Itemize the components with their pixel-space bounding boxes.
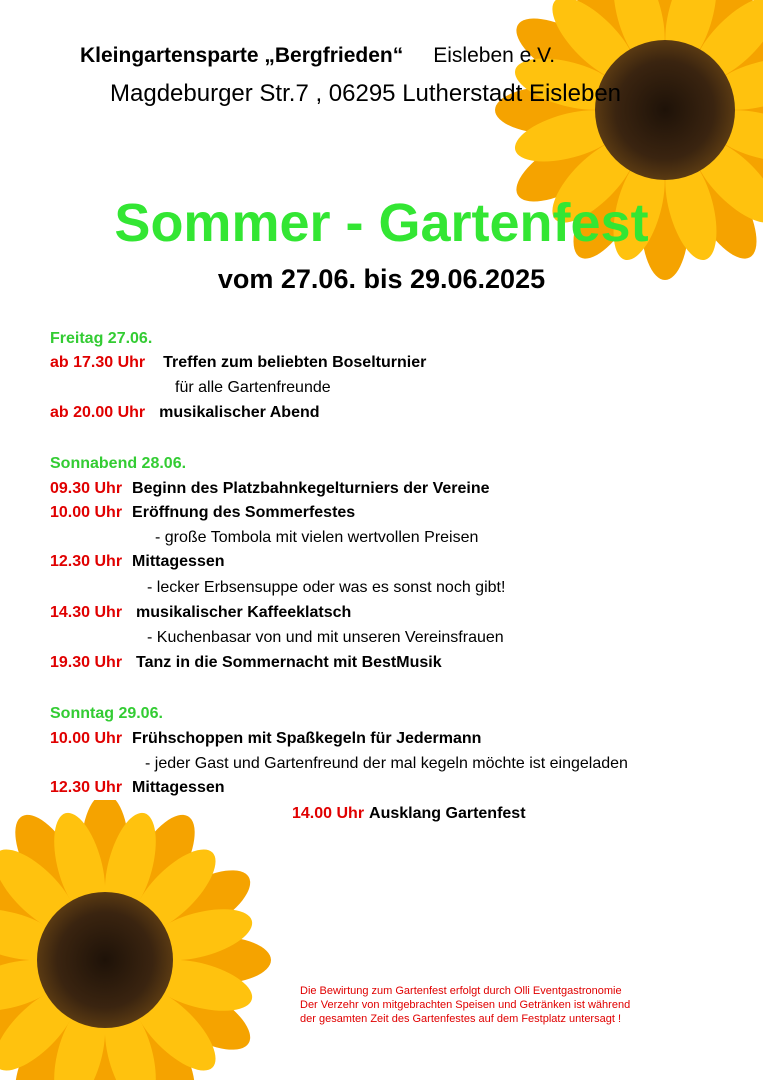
- schedule-event: Frühschoppen mit Spaßkegeln für Jedermann: [132, 730, 482, 747]
- schedule-subline: - Kuchenbasar von und mit unseren Vereinsfrauen: [147, 629, 504, 646]
- schedule-row: [50, 504, 355, 522]
- schedule-event: musikalischer Kaffeeklatsch: [136, 604, 352, 621]
- schedule-row: [50, 779, 225, 797]
- event-dates: vom 27.06. bis 29.06.2025: [217, 264, 546, 294]
- schedule-row: [50, 404, 320, 422]
- day-heading-saturday: Sonnabend 28.06.: [50, 455, 187, 472]
- schedule-row: [50, 604, 351, 622]
- club-suffix: Eisleben e.V.: [433, 44, 556, 67]
- closing-event: Ausklang Gartenfest: [369, 805, 526, 822]
- club-name-line: [80, 44, 555, 68]
- schedule-time: 14.30 Uhr: [50, 604, 123, 621]
- schedule-time: 12.30 Uhr: [50, 553, 123, 570]
- schedule-row: [50, 553, 225, 571]
- schedule-event: Treffen zum beliebten Boselturnier: [163, 354, 427, 371]
- schedule-subline: - jeder Gast und Gartenfreund der mal kegeln möchte ist eingeladen: [145, 755, 628, 772]
- note-line: der gesamten Zeit des Gartenfestes auf dem Festplatz untersagt !: [300, 1013, 621, 1025]
- sunflower-bottom-left-image: [0, 800, 300, 1080]
- schedule-event: Eröffnung des Sommerfestes: [132, 504, 356, 521]
- schedule-event: musikalischer Abend: [159, 404, 320, 421]
- schedule-time: 10.00 Uhr: [50, 730, 123, 747]
- closing-time: 14.00 Uhr: [292, 805, 365, 822]
- schedule-time: ab 17.30 Uhr: [50, 354, 146, 371]
- club-name: Kleingartensparte „Bergfrieden“: [80, 44, 404, 67]
- schedule-event: Tanz in die Sommernacht mit BestMusik: [136, 654, 442, 671]
- schedule-subline: - lecker Erbsensuppe oder was es sonst noch gibt!: [147, 579, 506, 596]
- schedule-event: Beginn des Platzbahnkegelturniers der Vereine: [132, 480, 490, 497]
- schedule-row: [50, 354, 426, 372]
- day-heading-friday: Freitag 27.06.: [50, 330, 153, 347]
- catering-note: [300, 984, 630, 1026]
- schedule-row: [50, 654, 442, 672]
- schedule-time: 12.30 Uhr: [50, 779, 123, 796]
- club-address: Magdeburger Str.7 , 06295 Lutherstadt Eisleben: [110, 80, 622, 107]
- schedule-row: [50, 730, 481, 748]
- schedule-row: [50, 480, 490, 498]
- closing-row: [292, 805, 526, 823]
- schedule-subline: - große Tombola mit vielen wertvollen Preisen: [155, 529, 479, 546]
- day-heading-sunday: Sonntag 29.06.: [50, 705, 163, 722]
- note-line: Die Bewirtung zum Gartenfest erfolgt durch Olli Eventgastronomie: [300, 985, 622, 997]
- schedule-subline: für alle Gartenfreunde: [175, 379, 331, 396]
- schedule-event: Mittagessen: [132, 779, 225, 796]
- schedule-time: 19.30 Uhr: [50, 654, 123, 671]
- schedule-time: 10.00 Uhr: [50, 504, 123, 521]
- schedule-event: Mittagessen: [132, 553, 225, 570]
- page-title: Sommer - Gartenfest: [114, 193, 649, 253]
- schedule-time: ab 20.00 Uhr: [50, 404, 146, 421]
- note-line: Der Verzehr von mitgebrachten Speisen und Getränken ist während: [300, 999, 631, 1011]
- schedule-time: 09.30 Uhr: [50, 480, 123, 497]
